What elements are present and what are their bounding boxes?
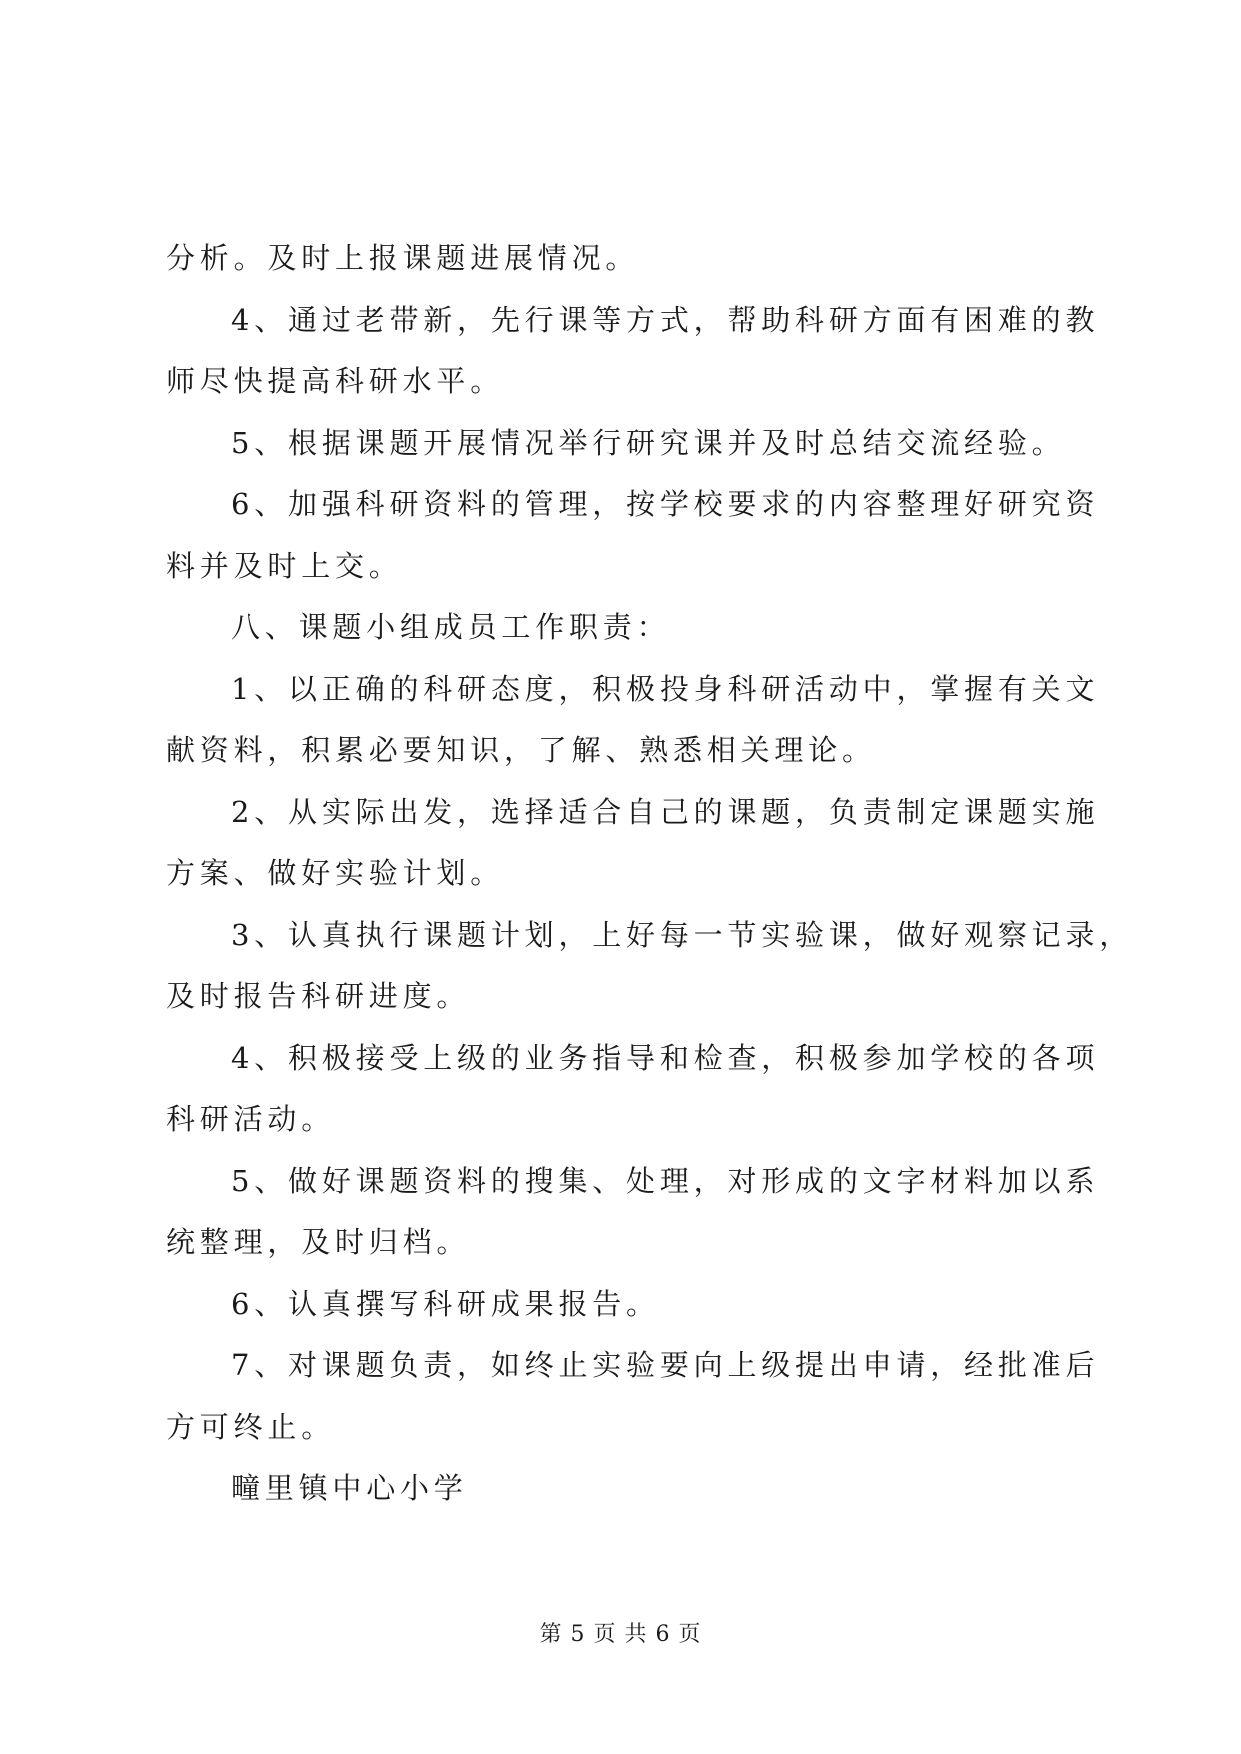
text-line: 师尽快提高科研水平。 [166,364,505,398]
text-line: 统整理，及时归档。 [166,1225,471,1259]
text-line: 1、以正确的科研态度，积极投身科研活动中，掌握有关文 [231,671,1100,706]
page-number-footer: 第 5 页 共 6 页 [539,1622,702,1647]
text-line: 方案、做好实验计划。 [166,856,505,890]
text-line: 6、认真撰写科研成果报告。 [231,1286,660,1321]
text-line: 方可终止。 [166,1409,336,1444]
text-line: 4、积极接受上级的业务指导和检查，积极参加学校的各项 [231,1040,1100,1075]
text-line: 5、做好课题资料的搜集、处理，对形成的文字材料加以系 [231,1163,1100,1198]
signature-school: 疃里镇中心小学 [231,1471,468,1505]
text-line: 及时报告科研进度。 [166,979,471,1013]
document-body [166,228,1134,1520]
text-line: 7、对课题负责，如终止实验要向上级提出申请，经批准后 [231,1348,1100,1382]
text-line: 分析。及时上报课题进展情况。 [166,241,640,275]
text-line: 3、认真执行课题计划，上好每一节实验课，做好观察记录， [231,917,1134,952]
text-line: 4、通过老带新，先行课等方式，帮助科研方面有困难的教 [231,302,1100,337]
text-line: 料并及时上交。 [166,548,403,583]
text-line: 科研活动。 [166,1102,336,1136]
text-line: 献资料，积累必要知识，了解、熟悉相关理论。 [166,733,876,767]
text-line: 5、根据课题开展情况举行研究课并及时总结交流经验。 [231,425,1066,460]
text-line: 6、加强科研资料的管理，按学校要求的内容整理好研究资 [231,487,1100,521]
text-line: 2、从实际出发，选择适合自己的课题，负责制定课题实施 [231,794,1100,829]
section-heading: 八、课题小组成员工作职责： [231,610,671,644]
